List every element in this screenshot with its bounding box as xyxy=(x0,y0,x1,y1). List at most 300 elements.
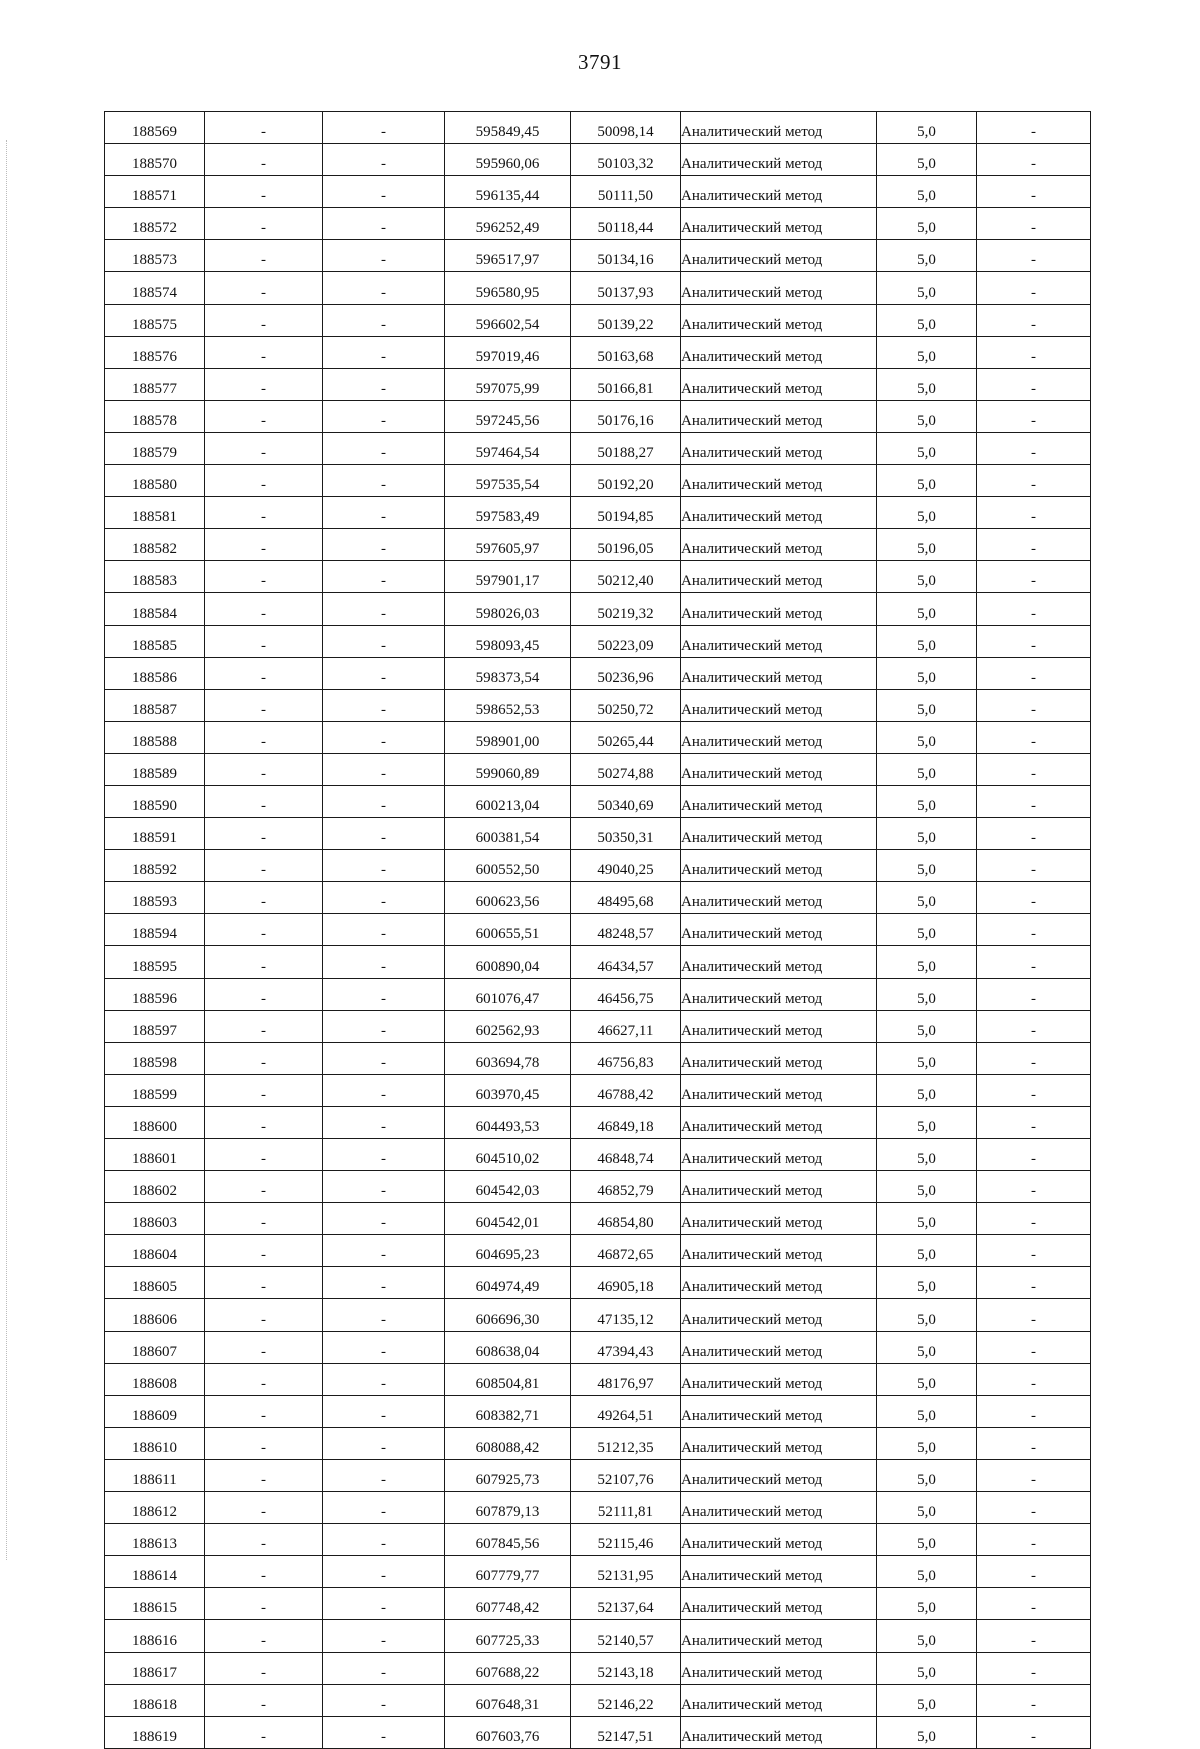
y-coordinate-cell: 50188,27 xyxy=(571,432,681,464)
table-row xyxy=(105,721,1091,753)
table-row xyxy=(105,1299,1091,1331)
empty-value-cell: - xyxy=(977,1395,1091,1427)
method-cell: Аналитический метод xyxy=(681,882,877,914)
empty-value-cell: - xyxy=(977,1620,1091,1652)
x-coordinate-cell: 598652,53 xyxy=(445,689,571,721)
y-coordinate-cell: 50139,22 xyxy=(571,304,681,336)
x-coordinate-cell: 597075,99 xyxy=(445,368,571,400)
point-id-cell: 188577 xyxy=(105,368,205,400)
table-row xyxy=(105,914,1091,946)
x-coordinate-cell: 598093,45 xyxy=(445,625,571,657)
y-coordinate-cell: 46788,42 xyxy=(571,1074,681,1106)
empty-value-cell: - xyxy=(977,400,1091,432)
method-cell: Аналитический метод xyxy=(681,336,877,368)
method-cell: Аналитический метод xyxy=(681,176,877,208)
point-id-cell: 188609 xyxy=(105,1395,205,1427)
x-coordinate-cell: 604493,53 xyxy=(445,1106,571,1138)
table-row xyxy=(105,1652,1091,1684)
accuracy-cell: 5,0 xyxy=(877,1716,977,1748)
y-coordinate-cell: 50223,09 xyxy=(571,625,681,657)
empty-value-cell: - xyxy=(323,593,445,625)
empty-value-cell: - xyxy=(205,240,323,272)
table-row xyxy=(105,1716,1091,1748)
empty-value-cell: - xyxy=(205,400,323,432)
table-row xyxy=(105,432,1091,464)
method-cell: Аналитический метод xyxy=(681,818,877,850)
empty-value-cell: - xyxy=(977,753,1091,785)
table-row xyxy=(105,753,1091,785)
table-row xyxy=(105,529,1091,561)
accuracy-cell: 5,0 xyxy=(877,112,977,144)
empty-value-cell: - xyxy=(977,818,1091,850)
x-coordinate-cell: 600655,51 xyxy=(445,914,571,946)
point-id-cell: 188587 xyxy=(105,689,205,721)
point-id-cell: 188573 xyxy=(105,240,205,272)
method-cell: Аналитический метод xyxy=(681,946,877,978)
y-coordinate-cell: 50219,32 xyxy=(571,593,681,625)
x-coordinate-cell: 600213,04 xyxy=(445,785,571,817)
x-coordinate-cell: 607603,76 xyxy=(445,1716,571,1748)
accuracy-cell: 5,0 xyxy=(877,465,977,497)
point-id-cell: 188572 xyxy=(105,208,205,240)
x-coordinate-cell: 602562,93 xyxy=(445,1010,571,1042)
method-cell: Аналитический метод xyxy=(681,1556,877,1588)
empty-value-cell: - xyxy=(205,304,323,336)
y-coordinate-cell: 51212,35 xyxy=(571,1427,681,1459)
method-cell: Аналитический метод xyxy=(681,1363,877,1395)
accuracy-cell: 5,0 xyxy=(877,1652,977,1684)
table-row xyxy=(105,1524,1091,1556)
empty-value-cell: - xyxy=(977,1010,1091,1042)
empty-value-cell: - xyxy=(323,1716,445,1748)
empty-value-cell: - xyxy=(977,144,1091,176)
empty-value-cell: - xyxy=(205,1074,323,1106)
x-coordinate-cell: 596135,44 xyxy=(445,176,571,208)
empty-value-cell: - xyxy=(205,625,323,657)
empty-value-cell: - xyxy=(205,497,323,529)
point-id-cell: 188611 xyxy=(105,1459,205,1491)
point-id-cell: 188599 xyxy=(105,1074,205,1106)
y-coordinate-cell: 47394,43 xyxy=(571,1331,681,1363)
point-id-cell: 188619 xyxy=(105,1716,205,1748)
empty-value-cell: - xyxy=(977,432,1091,464)
method-cell: Аналитический метод xyxy=(681,1459,877,1491)
empty-value-cell: - xyxy=(205,657,323,689)
accuracy-cell: 5,0 xyxy=(877,657,977,689)
empty-value-cell: - xyxy=(977,914,1091,946)
empty-value-cell: - xyxy=(977,272,1091,304)
table-row xyxy=(105,785,1091,817)
empty-value-cell: - xyxy=(323,400,445,432)
x-coordinate-cell: 597535,54 xyxy=(445,465,571,497)
empty-value-cell: - xyxy=(977,721,1091,753)
table-row xyxy=(105,1074,1091,1106)
empty-value-cell: - xyxy=(205,1492,323,1524)
table-row xyxy=(105,1459,1091,1491)
y-coordinate-cell: 49040,25 xyxy=(571,850,681,882)
y-coordinate-cell: 50176,16 xyxy=(571,400,681,432)
empty-value-cell: - xyxy=(205,753,323,785)
y-coordinate-cell: 48248,57 xyxy=(571,914,681,946)
y-coordinate-cell: 50340,69 xyxy=(571,785,681,817)
method-cell: Аналитический метод xyxy=(681,850,877,882)
point-id-cell: 188606 xyxy=(105,1299,205,1331)
y-coordinate-cell: 50236,96 xyxy=(571,657,681,689)
point-id-cell: 188588 xyxy=(105,721,205,753)
empty-value-cell: - xyxy=(205,1684,323,1716)
accuracy-cell: 5,0 xyxy=(877,1427,977,1459)
method-cell: Аналитический метод xyxy=(681,561,877,593)
empty-value-cell: - xyxy=(205,978,323,1010)
y-coordinate-cell: 50137,93 xyxy=(571,272,681,304)
table-row xyxy=(105,1203,1091,1235)
method-cell: Аналитический метод xyxy=(681,753,877,785)
empty-value-cell: - xyxy=(205,1171,323,1203)
method-cell: Аналитический метод xyxy=(681,1042,877,1074)
accuracy-cell: 5,0 xyxy=(877,593,977,625)
accuracy-cell: 5,0 xyxy=(877,1395,977,1427)
method-cell: Аналитический метод xyxy=(681,1074,877,1106)
empty-value-cell: - xyxy=(205,1395,323,1427)
point-id-cell: 188610 xyxy=(105,1427,205,1459)
x-coordinate-cell: 600890,04 xyxy=(445,946,571,978)
empty-value-cell: - xyxy=(323,1652,445,1684)
table-row xyxy=(105,978,1091,1010)
x-coordinate-cell: 608504,81 xyxy=(445,1363,571,1395)
y-coordinate-cell: 50118,44 xyxy=(571,208,681,240)
accuracy-cell: 5,0 xyxy=(877,818,977,850)
accuracy-cell: 5,0 xyxy=(877,1492,977,1524)
x-coordinate-cell: 597901,17 xyxy=(445,561,571,593)
accuracy-cell: 5,0 xyxy=(877,1010,977,1042)
method-cell: Аналитический метод xyxy=(681,1524,877,1556)
x-coordinate-cell: 596252,49 xyxy=(445,208,571,240)
point-id-cell: 188597 xyxy=(105,1010,205,1042)
accuracy-cell: 5,0 xyxy=(877,1042,977,1074)
accuracy-cell: 5,0 xyxy=(877,400,977,432)
x-coordinate-cell: 608088,42 xyxy=(445,1427,571,1459)
empty-value-cell: - xyxy=(323,785,445,817)
empty-value-cell: - xyxy=(977,850,1091,882)
y-coordinate-cell: 52107,76 xyxy=(571,1459,681,1491)
empty-value-cell: - xyxy=(323,208,445,240)
empty-value-cell: - xyxy=(323,1010,445,1042)
empty-value-cell: - xyxy=(977,593,1091,625)
empty-value-cell: - xyxy=(323,753,445,785)
point-id-cell: 188583 xyxy=(105,561,205,593)
point-id-cell: 188598 xyxy=(105,1042,205,1074)
x-coordinate-cell: 598901,00 xyxy=(445,721,571,753)
y-coordinate-cell: 50103,32 xyxy=(571,144,681,176)
accuracy-cell: 5,0 xyxy=(877,1139,977,1171)
y-coordinate-cell: 52143,18 xyxy=(571,1652,681,1684)
y-coordinate-cell: 50350,31 xyxy=(571,818,681,850)
empty-value-cell: - xyxy=(977,882,1091,914)
x-coordinate-cell: 600381,54 xyxy=(445,818,571,850)
empty-value-cell: - xyxy=(977,1139,1091,1171)
method-cell: Аналитический метод xyxy=(681,721,877,753)
point-id-cell: 188603 xyxy=(105,1203,205,1235)
y-coordinate-cell: 46756,83 xyxy=(571,1042,681,1074)
table-row xyxy=(105,1331,1091,1363)
point-id-cell: 188592 xyxy=(105,850,205,882)
accuracy-cell: 5,0 xyxy=(877,850,977,882)
empty-value-cell: - xyxy=(977,1171,1091,1203)
empty-value-cell: - xyxy=(323,946,445,978)
empty-value-cell: - xyxy=(205,850,323,882)
y-coordinate-cell: 50111,50 xyxy=(571,176,681,208)
table-row xyxy=(105,882,1091,914)
empty-value-cell: - xyxy=(205,593,323,625)
x-coordinate-cell: 604974,49 xyxy=(445,1267,571,1299)
empty-value-cell: - xyxy=(205,529,323,561)
empty-value-cell: - xyxy=(977,465,1091,497)
empty-value-cell: - xyxy=(205,785,323,817)
accuracy-cell: 5,0 xyxy=(877,1074,977,1106)
x-coordinate-cell: 607688,22 xyxy=(445,1652,571,1684)
empty-value-cell: - xyxy=(323,1492,445,1524)
empty-value-cell: - xyxy=(977,176,1091,208)
coordinates-table xyxy=(104,111,1091,1749)
empty-value-cell: - xyxy=(977,112,1091,144)
point-id-cell: 188576 xyxy=(105,336,205,368)
empty-value-cell: - xyxy=(205,272,323,304)
empty-value-cell: - xyxy=(977,1524,1091,1556)
accuracy-cell: 5,0 xyxy=(877,1620,977,1652)
method-cell: Аналитический метод xyxy=(681,400,877,432)
method-cell: Аналитический метод xyxy=(681,1235,877,1267)
empty-value-cell: - xyxy=(205,1524,323,1556)
point-id-cell: 188596 xyxy=(105,978,205,1010)
y-coordinate-cell: 50098,14 xyxy=(571,112,681,144)
method-cell: Аналитический метод xyxy=(681,272,877,304)
method-cell: Аналитический метод xyxy=(681,497,877,529)
empty-value-cell: - xyxy=(977,785,1091,817)
x-coordinate-cell: 607725,33 xyxy=(445,1620,571,1652)
x-coordinate-cell: 607779,77 xyxy=(445,1556,571,1588)
empty-value-cell: - xyxy=(977,1106,1091,1138)
x-coordinate-cell: 599060,89 xyxy=(445,753,571,785)
table-row xyxy=(105,368,1091,400)
point-id-cell: 188616 xyxy=(105,1620,205,1652)
point-id-cell: 188612 xyxy=(105,1492,205,1524)
point-id-cell: 188607 xyxy=(105,1331,205,1363)
table-row xyxy=(105,240,1091,272)
table-body xyxy=(105,112,1091,1749)
empty-value-cell: - xyxy=(205,1010,323,1042)
empty-value-cell: - xyxy=(205,1299,323,1331)
x-coordinate-cell: 604510,02 xyxy=(445,1139,571,1171)
accuracy-cell: 5,0 xyxy=(877,1524,977,1556)
empty-value-cell: - xyxy=(977,336,1091,368)
empty-value-cell: - xyxy=(977,1716,1091,1748)
table-row xyxy=(105,1684,1091,1716)
method-cell: Аналитический метод xyxy=(681,144,877,176)
accuracy-cell: 5,0 xyxy=(877,272,977,304)
empty-value-cell: - xyxy=(205,1363,323,1395)
x-coordinate-cell: 603694,78 xyxy=(445,1042,571,1074)
empty-value-cell: - xyxy=(977,1203,1091,1235)
empty-value-cell: - xyxy=(977,368,1091,400)
empty-value-cell: - xyxy=(323,1267,445,1299)
point-id-cell: 188571 xyxy=(105,176,205,208)
empty-value-cell: - xyxy=(977,625,1091,657)
point-id-cell: 188591 xyxy=(105,818,205,850)
empty-value-cell: - xyxy=(205,818,323,850)
y-coordinate-cell: 46434,57 xyxy=(571,946,681,978)
table-row xyxy=(105,336,1091,368)
empty-value-cell: - xyxy=(977,1363,1091,1395)
table-row xyxy=(105,561,1091,593)
empty-value-cell: - xyxy=(323,1588,445,1620)
empty-value-cell: - xyxy=(977,689,1091,721)
x-coordinate-cell: 601076,47 xyxy=(445,978,571,1010)
empty-value-cell: - xyxy=(323,529,445,561)
y-coordinate-cell: 50265,44 xyxy=(571,721,681,753)
empty-value-cell: - xyxy=(977,657,1091,689)
table-row xyxy=(105,946,1091,978)
table-row xyxy=(105,144,1091,176)
y-coordinate-cell: 47135,12 xyxy=(571,1299,681,1331)
empty-value-cell: - xyxy=(205,1459,323,1491)
empty-value-cell: - xyxy=(977,1556,1091,1588)
method-cell: Аналитический метод xyxy=(681,1492,877,1524)
accuracy-cell: 5,0 xyxy=(877,689,977,721)
method-cell: Аналитический метод xyxy=(681,1299,877,1331)
table-row xyxy=(105,272,1091,304)
method-cell: Аналитический метод xyxy=(681,914,877,946)
accuracy-cell: 5,0 xyxy=(877,1235,977,1267)
x-coordinate-cell: 597019,46 xyxy=(445,336,571,368)
x-coordinate-cell: 596602,54 xyxy=(445,304,571,336)
empty-value-cell: - xyxy=(323,1299,445,1331)
method-cell: Аналитический метод xyxy=(681,1684,877,1716)
empty-value-cell: - xyxy=(323,304,445,336)
empty-value-cell: - xyxy=(323,465,445,497)
accuracy-cell: 5,0 xyxy=(877,144,977,176)
point-id-cell: 188613 xyxy=(105,1524,205,1556)
table-row xyxy=(105,1395,1091,1427)
empty-value-cell: - xyxy=(977,1267,1091,1299)
table-row xyxy=(105,208,1091,240)
method-cell: Аналитический метод xyxy=(681,1203,877,1235)
table-row xyxy=(105,1235,1091,1267)
empty-value-cell: - xyxy=(323,625,445,657)
empty-value-cell: - xyxy=(205,1620,323,1652)
accuracy-cell: 5,0 xyxy=(877,1684,977,1716)
method-cell: Аналитический метод xyxy=(681,1139,877,1171)
table-row xyxy=(105,1267,1091,1299)
method-cell: Аналитический метод xyxy=(681,593,877,625)
table-row xyxy=(105,1139,1091,1171)
point-id-cell: 188615 xyxy=(105,1588,205,1620)
x-coordinate-cell: 600552,50 xyxy=(445,850,571,882)
accuracy-cell: 5,0 xyxy=(877,1588,977,1620)
empty-value-cell: - xyxy=(323,272,445,304)
accuracy-cell: 5,0 xyxy=(877,368,977,400)
accuracy-cell: 5,0 xyxy=(877,882,977,914)
y-coordinate-cell: 52140,57 xyxy=(571,1620,681,1652)
empty-value-cell: - xyxy=(977,1299,1091,1331)
empty-value-cell: - xyxy=(977,529,1091,561)
empty-value-cell: - xyxy=(205,112,323,144)
method-cell: Аналитический метод xyxy=(681,368,877,400)
accuracy-cell: 5,0 xyxy=(877,625,977,657)
method-cell: Аналитический метод xyxy=(681,1652,877,1684)
point-id-cell: 188584 xyxy=(105,593,205,625)
empty-value-cell: - xyxy=(205,336,323,368)
y-coordinate-cell: 46854,80 xyxy=(571,1203,681,1235)
empty-value-cell: - xyxy=(323,1042,445,1074)
accuracy-cell: 5,0 xyxy=(877,497,977,529)
table-row xyxy=(105,400,1091,432)
empty-value-cell: - xyxy=(323,882,445,914)
method-cell: Аналитический метод xyxy=(681,978,877,1010)
accuracy-cell: 5,0 xyxy=(877,1267,977,1299)
empty-value-cell: - xyxy=(205,1042,323,1074)
empty-value-cell: - xyxy=(205,1652,323,1684)
y-coordinate-cell: 52137,64 xyxy=(571,1588,681,1620)
point-id-cell: 188617 xyxy=(105,1652,205,1684)
y-coordinate-cell: 50250,72 xyxy=(571,689,681,721)
method-cell: Аналитический метод xyxy=(681,304,877,336)
empty-value-cell: - xyxy=(205,176,323,208)
method-cell: Аналитический метод xyxy=(681,1106,877,1138)
empty-value-cell: - xyxy=(977,1235,1091,1267)
empty-value-cell: - xyxy=(977,1042,1091,1074)
empty-value-cell: - xyxy=(977,1588,1091,1620)
point-id-cell: 188590 xyxy=(105,785,205,817)
x-coordinate-cell: 595849,45 xyxy=(445,112,571,144)
method-cell: Аналитический метод xyxy=(681,529,877,561)
method-cell: Аналитический метод xyxy=(681,1395,877,1427)
empty-value-cell: - xyxy=(323,1331,445,1363)
y-coordinate-cell: 52146,22 xyxy=(571,1684,681,1716)
empty-value-cell: - xyxy=(323,336,445,368)
empty-value-cell: - xyxy=(323,561,445,593)
empty-value-cell: - xyxy=(205,208,323,240)
y-coordinate-cell: 50163,68 xyxy=(571,336,681,368)
method-cell: Аналитический метод xyxy=(681,1588,877,1620)
x-coordinate-cell: 607925,73 xyxy=(445,1459,571,1491)
empty-value-cell: - xyxy=(323,1684,445,1716)
empty-value-cell: - xyxy=(323,1074,445,1106)
table-row xyxy=(105,1010,1091,1042)
empty-value-cell: - xyxy=(205,432,323,464)
point-id-cell: 188608 xyxy=(105,1363,205,1395)
y-coordinate-cell: 46852,79 xyxy=(571,1171,681,1203)
x-coordinate-cell: 597605,97 xyxy=(445,529,571,561)
empty-value-cell: - xyxy=(323,1556,445,1588)
accuracy-cell: 5,0 xyxy=(877,753,977,785)
empty-value-cell: - xyxy=(323,1395,445,1427)
x-coordinate-cell: 608638,04 xyxy=(445,1331,571,1363)
method-cell: Аналитический метод xyxy=(681,625,877,657)
table-row xyxy=(105,304,1091,336)
x-coordinate-cell: 607748,42 xyxy=(445,1588,571,1620)
y-coordinate-cell: 52147,51 xyxy=(571,1716,681,1748)
empty-value-cell: - xyxy=(323,914,445,946)
empty-value-cell: - xyxy=(323,144,445,176)
empty-value-cell: - xyxy=(205,914,323,946)
method-cell: Аналитический метод xyxy=(681,1010,877,1042)
table-row xyxy=(105,1556,1091,1588)
y-coordinate-cell: 46848,74 xyxy=(571,1139,681,1171)
point-id-cell: 188601 xyxy=(105,1139,205,1171)
point-id-cell: 188586 xyxy=(105,657,205,689)
empty-value-cell: - xyxy=(205,1106,323,1138)
empty-value-cell: - xyxy=(977,1492,1091,1524)
